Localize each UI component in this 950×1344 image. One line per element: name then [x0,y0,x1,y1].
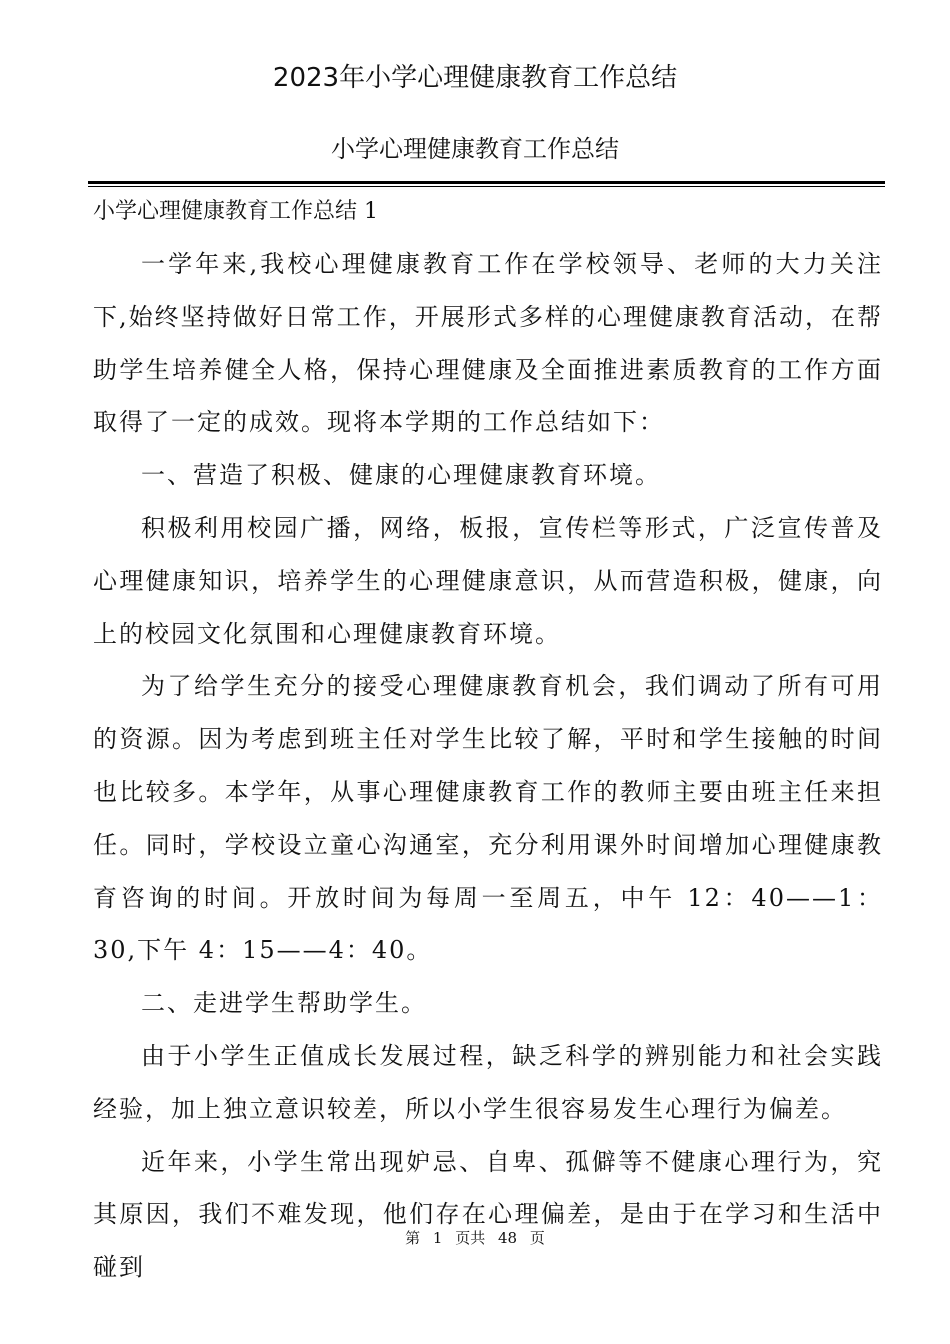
paragraph-resources: 为了给学生充分的接受心理健康教育机会，我们调动了所有可用的资源。因为考虑到班主任对学生比较了解，平时和学生接触的时间也比较多。本学年，从事心理健康教育工作的教师主要由班主任来担任。同时，学校设立童心沟通室，充分利用课外时间增加心理健康教育咨询的时间。开放时间为每周一至周五，中午 12：40——1：30,下午 4：15——4：40。 [93,672,883,965]
header-rule-thick [88,181,885,184]
section-heading: 小学心理健康教育工作总结 1 [93,199,378,224]
document-title: 2023年小学心理健康教育工作总结 [272,63,678,93]
paragraph-recent-years: 近年来，小学生常出现妒忌、自卑、孤僻等不健康心理行为，究其原因，我们不难发现，他们存在心理偏差，是由于在学习和生活中碰到 [93,1147,883,1282]
body-text [93,238,883,1294]
paragraph-development: 由于小学生正值成长发展过程，缺乏科学的辨别能力和社会实践经验，加上独立意识较差，所以小学生很容易发生心理行为偏差。 [93,1041,883,1123]
paragraph-publicity: 积极利用校园广播，网络，板报，宣传栏等形式，广泛宣传普及心理健康知识，培养学生的心理健康意识，从而营造积极，健康，向上的校园文化氛围和心理健康教育环境。 [93,513,883,648]
page-footer: 第 1 页共 48 页 [405,1229,545,1247]
header-rule-thin [88,186,885,187]
paragraph-heading-one: 一、营造了积极、健康的心理健康教育环境。 [141,461,661,490]
paragraph-intro: 一学年来,我校心理健康教育工作在学校领导、老师的大力关注下,始终坚持做好日常工作，开展形式多样的心理健康教育活动，在帮助学生培养健全人格，保持心理健康及全面推进素质教育的工作方面取得了一定的成效。现将本学期的工作总结如下： [93,250,883,437]
document-subtitle: 小学心理健康教育工作总结 [331,135,619,163]
paragraph-heading-two: 二、走进学生帮助学生。 [141,989,427,1018]
